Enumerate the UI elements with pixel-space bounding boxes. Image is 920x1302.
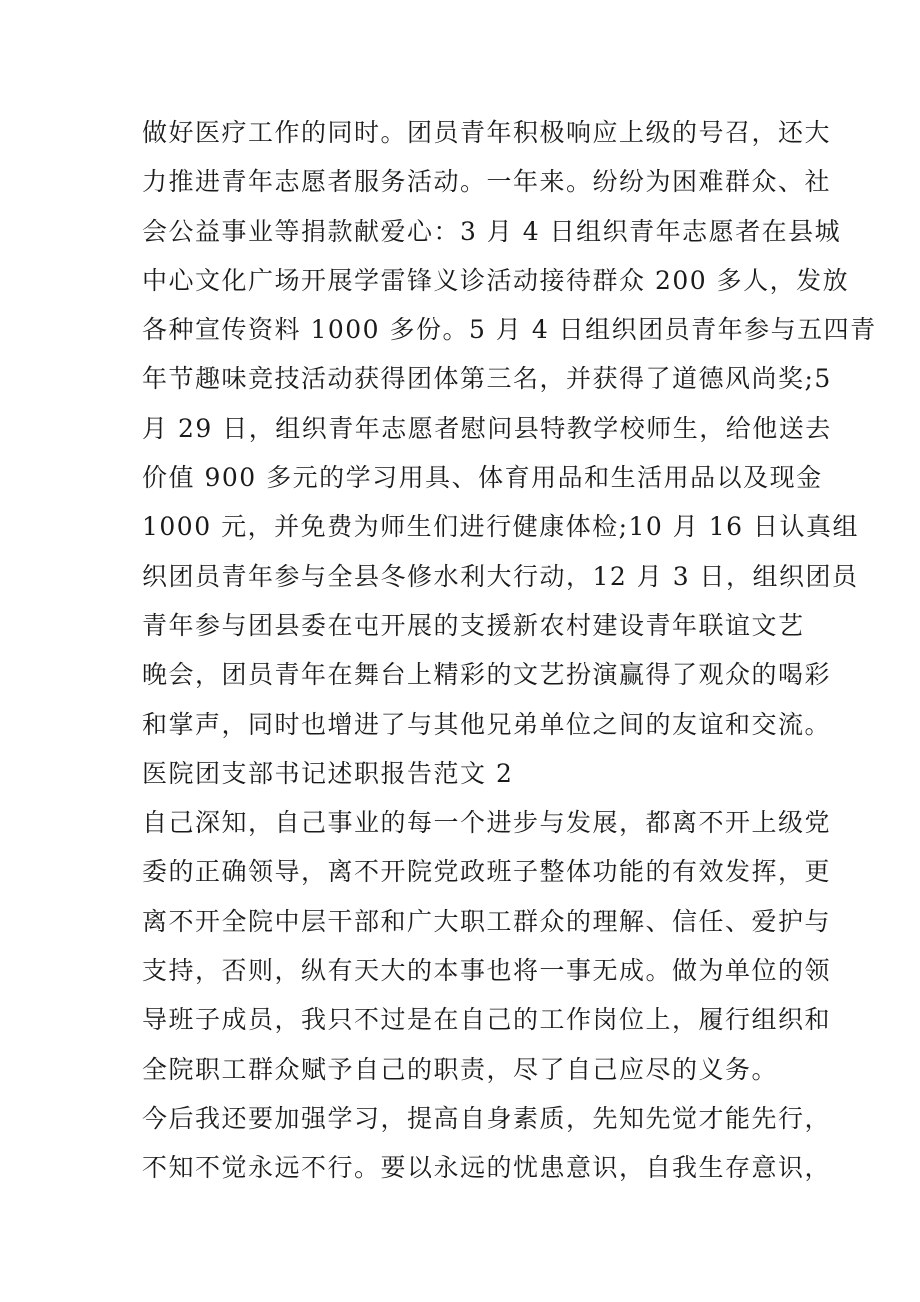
text-line: 各种宣传资料 1000 多份。5 月 4 日组织团员青年参与五四青	[142, 315, 877, 345]
text-line: 会公益事业等捐款献爱心：3 月 4 日组织青年志愿者在县城	[142, 216, 842, 246]
text-line: 月 29 日，组织青年志愿者慰问县特教学校师生，给他送去	[142, 413, 832, 443]
text-line: 做好医疗工作的同时。团员青年积极响应上级的号召，还大	[142, 118, 832, 147]
text-line: 和掌声，同时也增进了与其他兄弟单位之间的友谊和交流。	[142, 709, 832, 739]
text-line: 离不开全院中层干部和广大职工群众的理解、信任、爱护与	[142, 906, 832, 936]
text-line: 全院职工群众赋予自己的职责，尽了自己应尽的义务。	[142, 1054, 779, 1084]
text-line: 晚会，团员青年在舞台上精彩的文艺扮演赢得了观众的喝彩	[142, 660, 832, 690]
text-line: 委的正确领导，离不开院党政班子整体功能的有效发挥，更	[142, 857, 832, 887]
text-line: 青年参与团县委在屯开展的支援新农村建设青年联谊文艺	[142, 610, 805, 640]
text-line: 织团员青年参与全县冬修水利大行动，12 月 3 日，组织团员	[142, 561, 859, 591]
document-body	[142, 108, 877, 1193]
text-line: 年节趣味竞技活动获得团体第三名，并获得了道德风尚奖;5	[142, 364, 832, 394]
text-line: 力推进青年志愿者服务活动。一年来。纷纷为困难群众、社	[142, 167, 832, 197]
text-line: 中心文化广场开展学雷锋义诊活动接待群众 200 多人，发放	[142, 265, 850, 295]
text-line: 今后我还要加强学习，提高自身素质，先知先觉才能先行，	[142, 1103, 832, 1133]
text-line: 1000 元，并免费为师生们进行健康体检;10 月 16 日认真组	[142, 512, 859, 542]
text-line: 导班子成员，我只不过是在自己的工作岗位上，履行组织和	[142, 1005, 832, 1035]
text-line: 支持，否则，纵有天大的本事也将一事无成。做为单位的领	[142, 956, 832, 986]
text-line: 自己深知，自己事业的每一个进步与发展，都离不开上级党	[142, 808, 832, 838]
text-line: 不知不觉永远不行。要以永远的忧患意识，自我生存意识，	[142, 1153, 832, 1183]
text-line: 价值 900 多元的学习用具、体育用品和生活用品以及现金	[142, 463, 823, 493]
section-heading: 医院团支部书记述职报告范文 2	[142, 758, 514, 788]
